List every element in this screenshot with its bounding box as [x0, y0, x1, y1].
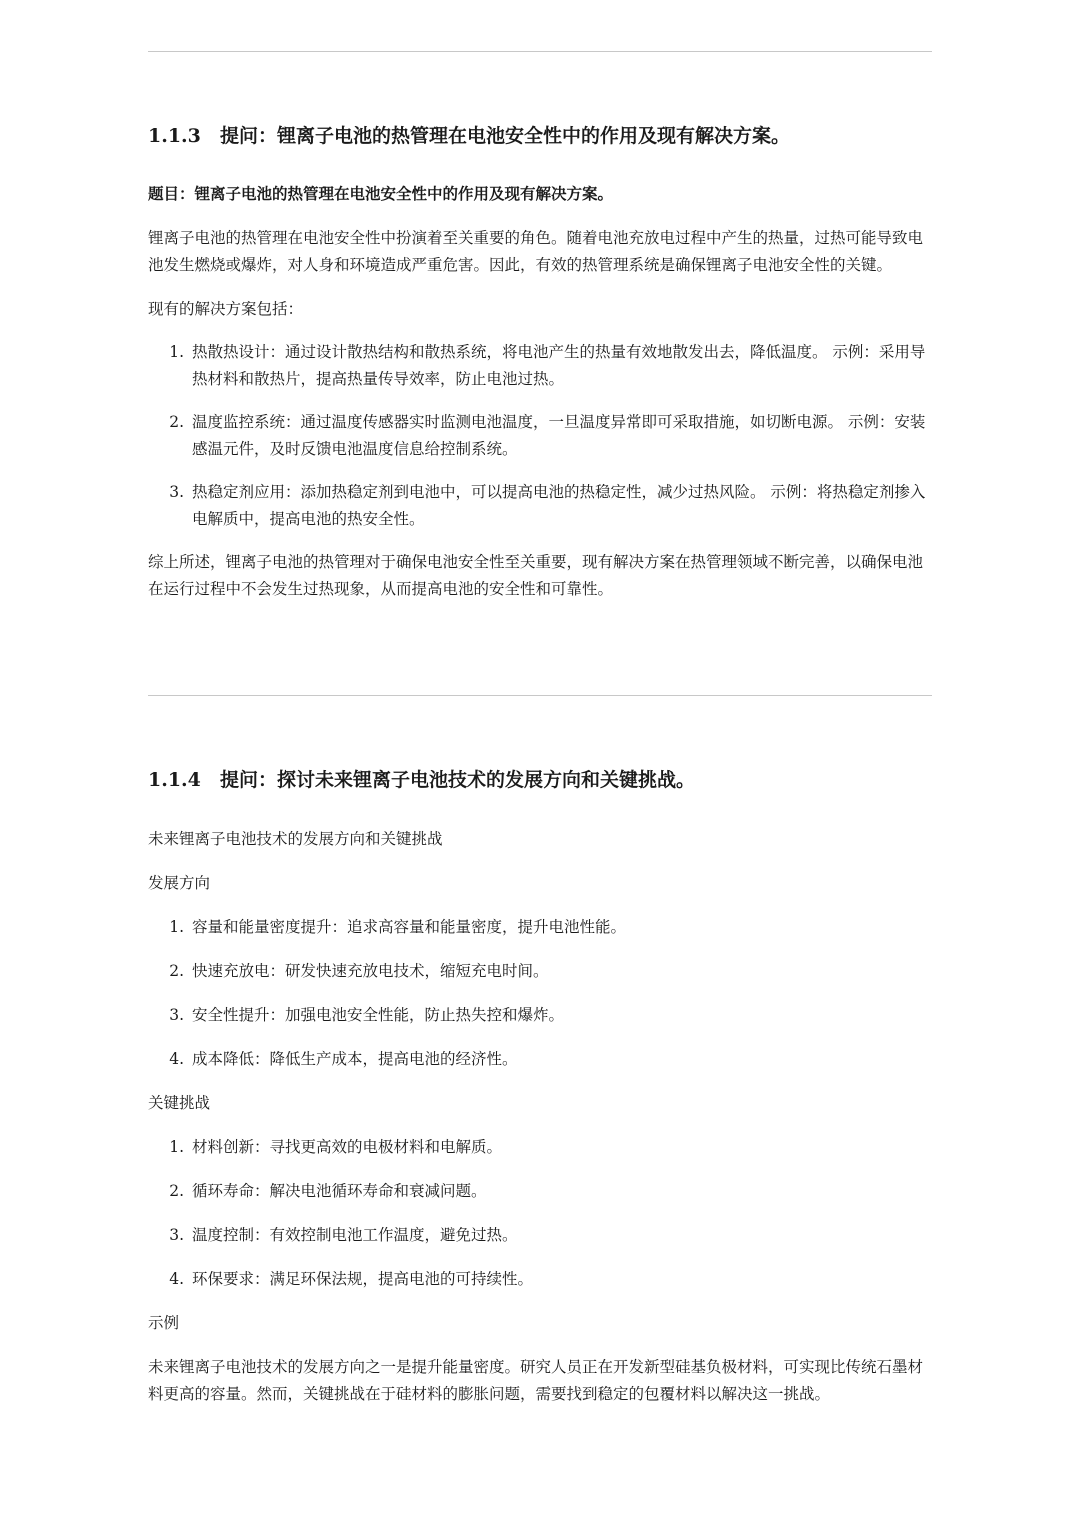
list-item: 2. 快速充放电：研发快速充放电技术，缩短充电时间。 — [169, 962, 549, 980]
list-item: 3. 热稳定剂应用：添加热稳定剂到电池中，可以提高电池的热稳定性，减少过热风险。 示例：将热稳定剂掺入电解质中，提高电池的热安全性。 — [169, 483, 926, 528]
challenges-title: 关键挑战 — [148, 1094, 211, 1112]
list-item: 4. 成本降低：降低生产成本，提高电池的经济性。 — [169, 1050, 518, 1068]
list-item: 3. 温度控制：有效控制电池工作温度，避免过热。 — [169, 1226, 518, 1244]
list-item: 2. 温度监控系统：通过温度传感器实时监测电池温度，一旦温度异常即可采取措施，如切断电源。 示例：安装感温元件，及时反馈电池温度信息给控制系统。 — [169, 413, 926, 458]
section-number: 1.1.3 — [148, 125, 201, 147]
section-title: 提问：锂离子电池的热管理在电池安全性中的作用及现有解决方案。 — [220, 125, 791, 147]
middle-divider — [148, 695, 932, 696]
list-item: 1. 容量和能量密度提升：追求高容量和能量密度，提升电池性能。 — [169, 918, 627, 936]
solutions-list — [148, 339, 932, 533]
directions-title: 发展方向 — [148, 874, 211, 892]
solutions-lead: 现有的解决方案包括： — [148, 300, 304, 318]
directions-list — [148, 914, 932, 1073]
list-item: 4. 环保要求：满足环保法规，提高电池的可持续性。 — [169, 1270, 534, 1288]
example-paragraph: 未来锂离子电池技术的发展方向之一是提升能量密度。研究人员正在开发新型硅基负极材料，可实现比传统石墨材料更高的容量。然而，关键挑战在于硅材料的膨胀问题，需要找到稳定的包覆材料以解决这一挑战。 — [148, 1358, 924, 1403]
section-1-1-3 — [148, 122, 932, 603]
section-title: 提问：探讨未来锂离子电池技术的发展方向和关键挑战。 — [220, 769, 696, 791]
section-heading — [148, 766, 932, 794]
top-divider — [148, 51, 932, 52]
section-number: 1.1.4 — [148, 769, 201, 791]
conclusion-paragraph: 综上所述，锂离子电池的热管理对于确保电池安全性至关重要，现有解决方案在热管理领域不断完善，以确保电池在运行过程中不会发生过热现象，从而提高电池的安全性和可靠性。 — [148, 553, 924, 598]
intro-paragraph: 锂离子电池的热管理在电池安全性中扮演着至关重要的角色。随着电池充放电过程中产生的热量，过热可能导致电池发生燃烧或爆炸，对人身和环境造成严重危害。因此，有效的热管理系统是确保锂离子电池安全性的关键。 — [148, 229, 924, 274]
list-item: 1. 材料创新：寻找更高效的电极材料和电解质。 — [169, 1138, 503, 1156]
list-item: 2. 循环寿命：解决电池循环寿命和衰减问题。 — [169, 1182, 487, 1200]
section-1-1-4 — [148, 766, 932, 1408]
list-item: 1. 热散热设计：通过设计散热结构和散热系统，将电池产生的热量有效地散发出去，降低温度。 示例：采用导热材料和散热片，提高热量传导效率，防止电池过热。 — [169, 343, 926, 388]
topic-line: 题目：锂离子电池的热管理在电池安全性中的作用及现有解决方案。 — [148, 184, 614, 203]
example-title: 示例 — [148, 1314, 180, 1332]
subtitle: 未来锂离子电池技术的发展方向和关键挑战 — [148, 830, 443, 848]
challenges-list — [148, 1134, 932, 1293]
list-item: 3. 安全性提升：加强电池安全性能，防止热失控和爆炸。 — [169, 1006, 565, 1024]
section-heading — [148, 122, 932, 150]
